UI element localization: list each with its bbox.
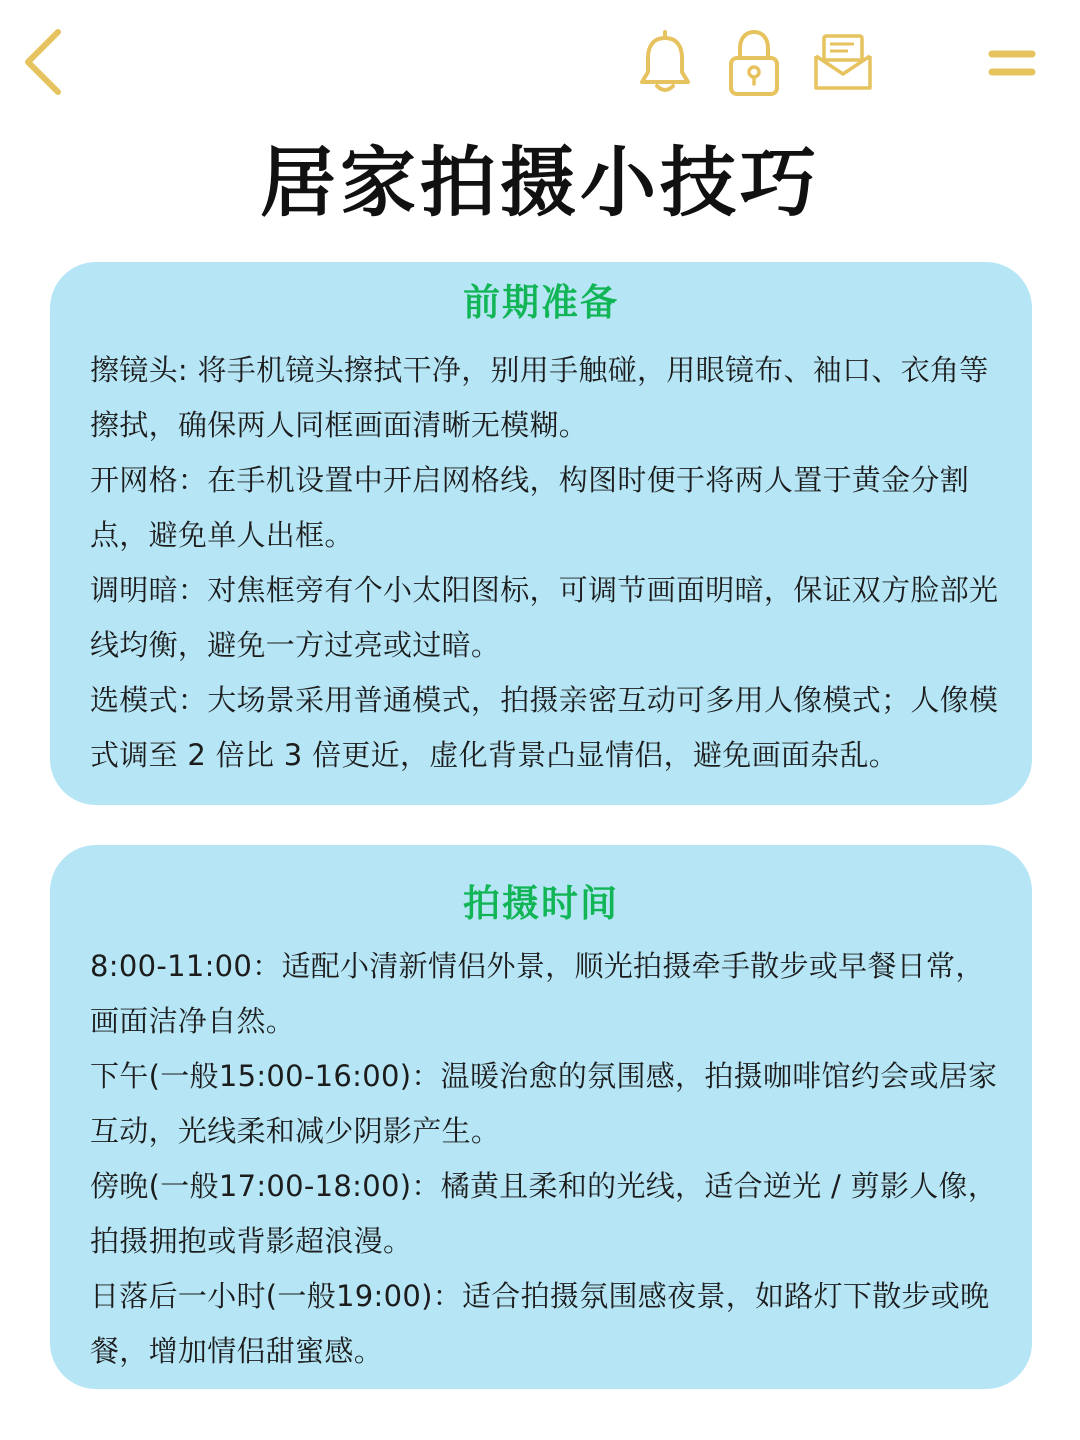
section-body <box>90 343 1000 783</box>
tip-paragraph: 开网格：在手机设置中开启网格线，构图时便于将两人置于黄金分割点，避免单人出框。 <box>90 463 970 552</box>
top-navigation-bar <box>0 0 1080 120</box>
section-card-preparation <box>50 262 1032 805</box>
tip-paragraph: 日落后一小时(一般19:00)：适合拍摄氛围感夜景，如路灯下散步或晚餐，增加情侣甜蜜感。 <box>90 1279 990 1368</box>
tip-paragraph: 调明暗：对焦框旁有个小太阳图标，可调节画面明暗，保证双方脸部光线均衡，避免一方过亮或过暗。 <box>90 573 999 662</box>
tip-paragraph: 下午(一般15:00-16:00)：温暖治愈的氛围感，拍摄咖啡馆约会或居家互动，光线柔和减少阴影产生。 <box>90 1059 998 1148</box>
tip-paragraph: 8:00-11:00：适配小清新情侣外景，顺光拍摄牵手散步或早餐日常，画面洁净自然。 <box>90 949 985 1038</box>
section-heading: 前期准备 <box>463 281 619 324</box>
section-body <box>90 939 1000 1379</box>
lock-icon[interactable] <box>726 28 782 98</box>
section-card-timing <box>50 845 1032 1389</box>
bell-icon[interactable] <box>636 28 694 96</box>
page-title: 居家拍摄小技巧 <box>260 138 820 227</box>
section-heading: 拍摄时间 <box>463 882 619 925</box>
tip-paragraph: 傍晚(一般17:00-18:00)：橘黄且柔和的光线，适合逆光 / 剪影人像，拍摄拥抱或背影超浪漫。 <box>90 1169 998 1258</box>
tip-paragraph: 擦镜头: 将手机镜头擦拭干净，别用手触碰，用眼镜布、袖口、衣角等擦拭，确保两人同框画面清晰无模糊。 <box>90 353 989 442</box>
mail-icon[interactable] <box>812 32 874 94</box>
tip-paragraph: 选模式：大场景采用普通模式，拍摄亲密互动可多用人像模式；人像模式调至 2 倍比 3 倍更近，虚化背景凸显情侣，避免画面杂乱。 <box>90 683 999 772</box>
menu-icon[interactable] <box>986 46 1038 80</box>
back-icon[interactable] <box>18 26 70 98</box>
